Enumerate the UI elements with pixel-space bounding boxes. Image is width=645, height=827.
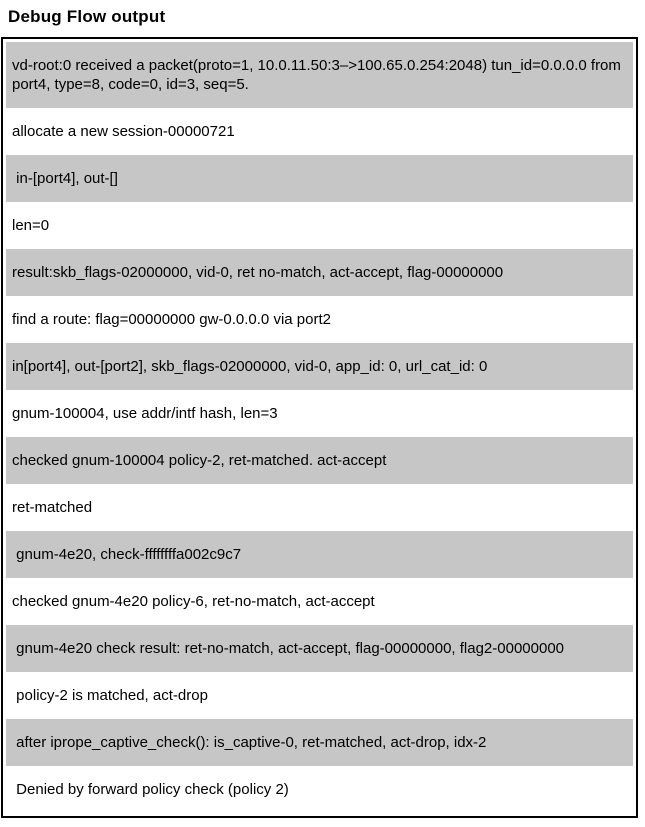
table-row: result:skb_flags-02000000, vid-0, ret no-match, act-accept, flag-00000000 — [6, 249, 633, 296]
table-row: ret-matched — [6, 484, 633, 531]
table-row: in-[port4], out-[] — [6, 155, 633, 202]
table-row: vd-root:0 received a packet(proto=1, 10.0.11.50:3–>100.65.0.254:2048) tun_id=0.0.0.0 from port4, type=8, code=0, id=3, seq=5. — [6, 42, 633, 108]
table-row: find a route: flag=00000000 gw-0.0.0.0 via port2 — [6, 296, 633, 343]
table-row: Denied by forward policy check (policy 2) — [6, 766, 633, 813]
table-row: checked gnum-100004 policy-2, ret-matched. act-accept — [6, 437, 633, 484]
table-row: allocate a new session-00000721 — [6, 108, 633, 155]
table-row: in[port4], out-[port2], skb_flags-02000000, vid-0, app_id: 0, url_cat_id: 0 — [6, 343, 633, 390]
table-row: gnum-4e20 check result: ret-no-match, act-accept, flag-00000000, flag2-00000000 — [6, 625, 633, 672]
table-row: len=0 — [6, 202, 633, 249]
table-row: after iprope_captive_check(): is_captive-0, ret-matched, act-drop, idx-2 — [6, 719, 633, 766]
table-row: gnum-4e20, check-ffffffffa002c9c7 — [6, 531, 633, 578]
table-row: checked gnum-4e20 policy-6, ret-no-match, act-accept — [6, 578, 633, 625]
table-row: policy-2 is matched, act-drop — [6, 672, 633, 719]
debug-flow-table — [1, 37, 638, 818]
page-title: Debug Flow output — [8, 7, 166, 26]
table-row: gnum-100004, use addr/intf hash, len=3 — [6, 390, 633, 437]
